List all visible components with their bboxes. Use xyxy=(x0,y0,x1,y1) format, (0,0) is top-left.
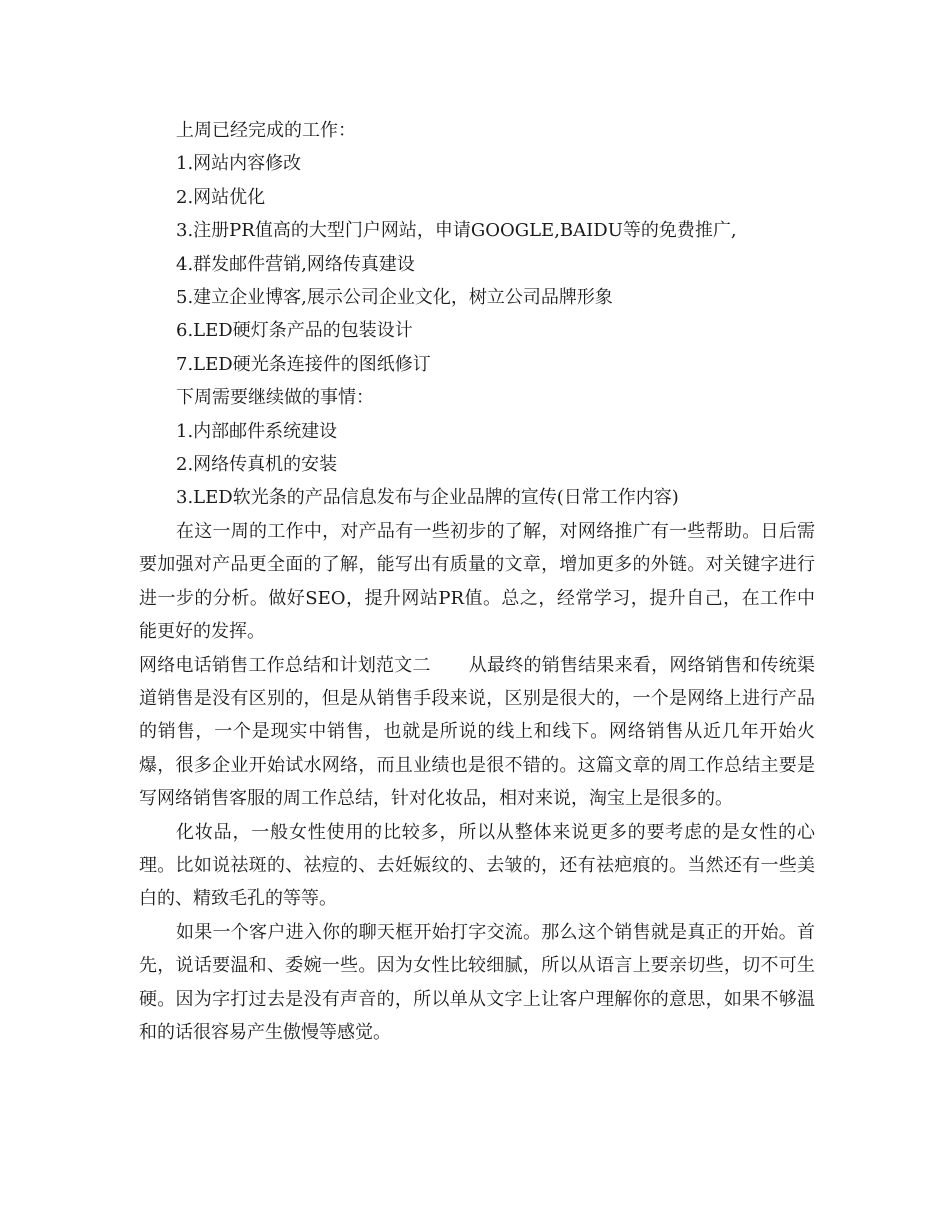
done-item: 1.网站内容修改 xyxy=(176,153,302,175)
section-two-title: 网络电话销售工作总结和计划范文二 xyxy=(139,654,431,676)
section-two-intro: 从最终的销售结果来看，网络销售和传统渠道销售是没有区别的，但是从销售手段来说，区别是很大的，一个是网络上进行产品的销售，一个是现实中销售，也就是所说的线上和线下。网络销售从近几年开始火爆，很多企业开始试水网络，而且业绩也是很不错的。这篇文章的周工作总结主要是写网络销售客服的周工作总结，针对化妆品，相对来说，淘宝上是很多的。 xyxy=(139,654,815,810)
document-body xyxy=(139,114,815,1049)
done-heading: 上周已经完成的工作： xyxy=(176,120,356,141)
done-item: 5.建立企业博客,展示公司企业文化，树立公司品牌形象 xyxy=(176,287,613,309)
done-item: 7.LED硬光条连接件的图纸修订 xyxy=(176,353,431,375)
done-item: 6.LED硬灯条产品的包装设计 xyxy=(176,320,413,342)
cosmetics-paragraph: 化妆品，一般女性使用的比较多，所以从整体来说更多的要考虑的是女性的心理。比如说祛斑的、祛痘的、去妊娠纹的、去皱的，还有祛疤痕的。当然还有一些美白的、精致毛孔的等等。 xyxy=(139,821,815,910)
summary-paragraph: 在这一周的工作中，对产品有一些初步的了解，对网络推广有一些帮助。日后需要加强对产品更全面的了解，能写出有质量的文章，增加更多的外链。对关键字进行进一步的分析。做好SEO，提升网站PR值。总之，经常学习，提升自己，在工作中能更好的发挥。 xyxy=(139,520,815,643)
done-item: 3.注册PR值高的大型门户网站，申请GOOGLE,BAIDU等的免费推广, xyxy=(176,220,737,242)
done-item: 2.网站优化 xyxy=(176,186,266,208)
next-item: 1.内部邮件系统建设 xyxy=(176,420,338,442)
done-item: 4.群发邮件营销,网络传真建设 xyxy=(176,253,415,275)
chat-paragraph: 如果一个客户进入你的聊天框开始打字交流。那么这个销售就是真正的开始。首先，说话要温和、委婉一些。因为女性比较细腻，所以从语言上要亲切些，切不可生硬。因为字打过去是没有声音的，所以单从文字上让客户理解你的意思，如果不够温和的话很容易产生傲慢等感觉。 xyxy=(139,921,815,1043)
next-heading: 下周需要继续做的事情： xyxy=(176,387,374,409)
section-two-paragraph xyxy=(139,649,815,816)
next-item: 2.网络传真机的安装 xyxy=(176,454,338,476)
next-item: 3.LED软光条的产品信息发布与企业品牌的宣传(日常工作内容) xyxy=(176,487,679,509)
